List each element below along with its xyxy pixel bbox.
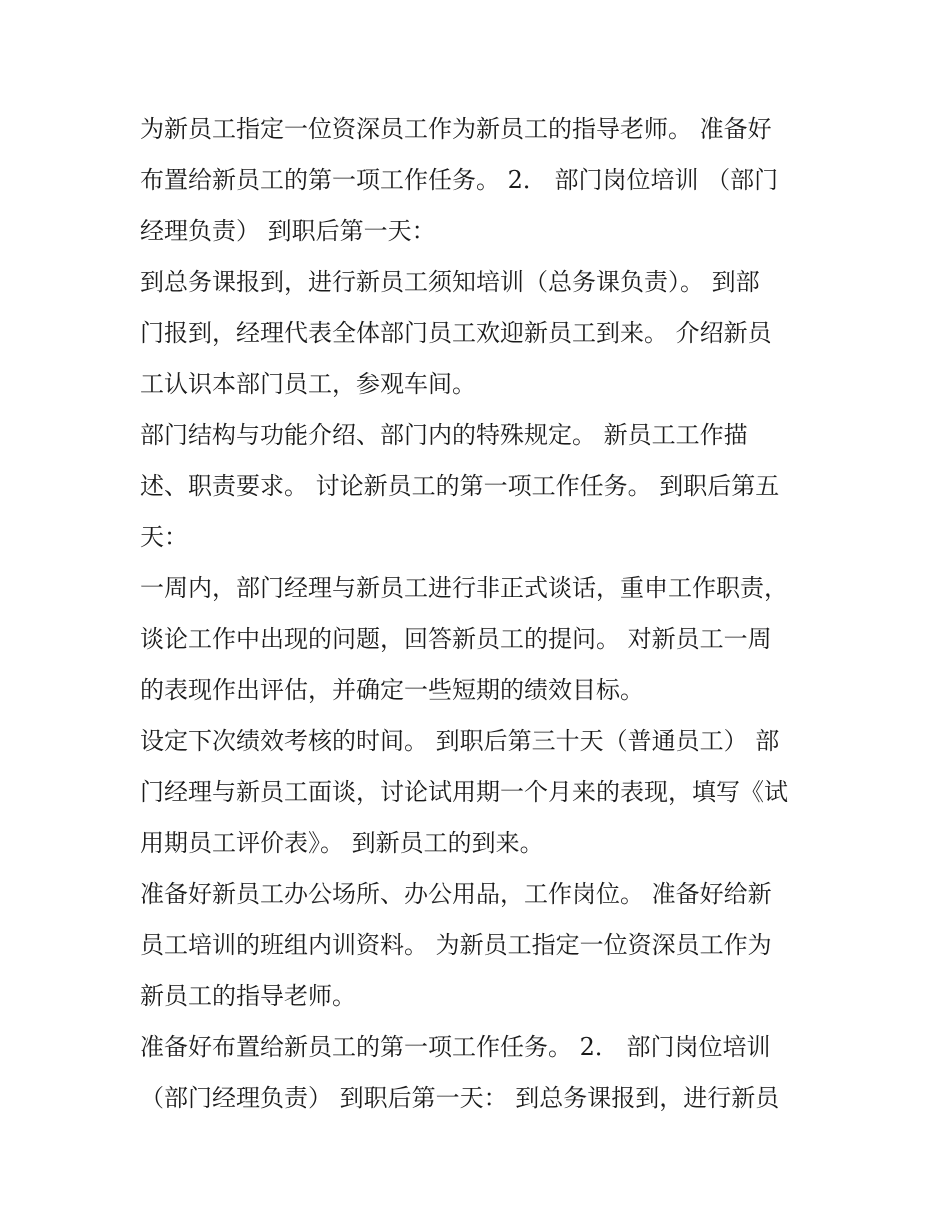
text-line: 谈论工作中出现的问题，回答新员工的提问。 对新员工一周 xyxy=(140,625,772,653)
text-line: 准备好新员工办公场所、办公用品，工作岗位。 准备好给新 xyxy=(140,880,772,908)
text-line: 一周内，部门经理与新员工进行非正式谈话，重申工作职责， xyxy=(140,574,788,602)
text-line: 准备好布置给新员工的第一项工作任务。 2． 部门岗位培训 xyxy=(140,1033,771,1061)
text-line: 用期员工评价表》。 到新员工的到来。 xyxy=(140,829,544,857)
text-line: 门经理与新员工面谈，讨论试用期一个月来的表现，填写《试 xyxy=(140,778,788,806)
text-line: 经理负责） 到职后第一天： xyxy=(140,217,436,245)
text-line: 工认识本部门员工，参观车间。 xyxy=(140,370,476,398)
text-line: 员工培训的班组内训资料。 为新员工指定一位资深员工作为 xyxy=(140,931,772,959)
text-line: 述、职责要求。 讨论新员工的第一项工作任务。 到职后第五 xyxy=(140,472,780,500)
text-line: 门报到，经理代表全体部门员工欢迎新员工到来。 介绍新员 xyxy=(140,319,772,347)
text-line: 布置给新员工的第一项工作任务。 2． 部门岗位培训 （部门 xyxy=(140,166,779,194)
text-line: 的表现作出评估，并确定一些短期的绩效目标。 xyxy=(140,676,644,704)
text-line: 为新员工指定一位资深员工作为新员工的指导老师。 准备好 xyxy=(140,115,772,143)
text-line: 到总务课报到，进行新员工须知培训（总务课负责）。 到部 xyxy=(140,268,760,296)
text-line: 天： xyxy=(140,523,188,551)
body-text xyxy=(140,104,840,1124)
text-line: （部门经理负责） 到职后第一天： 到总务课报到，进行新员 xyxy=(140,1084,780,1112)
text-line: 部门结构与功能介绍、部门内的特殊规定。 新员工工作描 xyxy=(140,421,748,449)
text-line: 新员工的指导老师。 xyxy=(140,982,356,1010)
text-line: 设定下次绩效考核的时间。 到职后第三十天（普通员工） 部 xyxy=(140,727,780,755)
